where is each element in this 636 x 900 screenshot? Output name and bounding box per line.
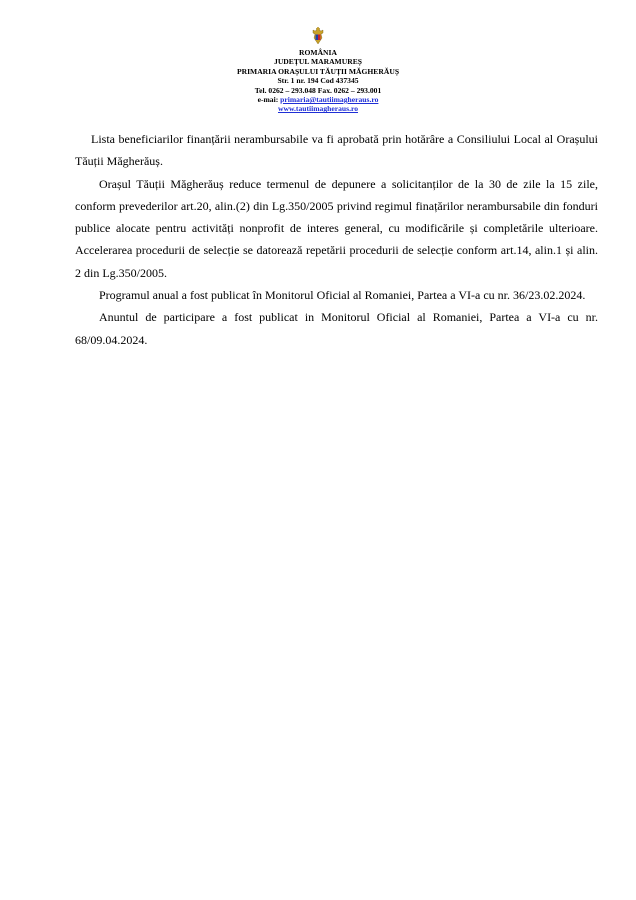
paragraph-deadline-reduction: Orașul Tăuții Măgherăuș reduce termenul de depunere a solicitanților de la 30 de zile la 15 zile, conform prevederilor art.20, alin.(2) din Lg.350/2005 privind regimul finațărilor nerambursabile din fonduri publice alocate pentru activități nonprofit de interes general, cu modificările și completările ulterioare. Accelerarea procedurii de selecție se datorează repetării procedurii de selecție conform art.14, alin.1 și alin. 2 din Lg.350/2005. (75, 176, 598, 280)
document-body (75, 128, 598, 351)
header-email-line (0, 95, 636, 104)
romania-coat-of-arms-icon (311, 26, 325, 46)
header-address: Str. 1 nr. 194 Cod 437345 (277, 76, 359, 86)
paragraph-beneficiaries: Lista beneficiarilor finanțării nerambursabile va fi aprobată prin hotărâre a Consiliului Local al Orașului Tăuții Măgherăuș. (75, 132, 598, 169)
header-phone-fax: Tel. 0262 – 293.048 Fax. 0262 – 293.001 (254, 85, 382, 95)
paragraph-participation-notice: Anuntul de participare a fost publicat in Monitorul Oficial al Romaniei, Partea a VI-a cu nr. 68/09.04.2024. (75, 310, 598, 347)
email-link[interactable]: primaria@tautiimagheraus.ro (280, 95, 379, 105)
header-website-line (0, 104, 636, 113)
paragraph-annual-program: Programul anual a fost publicat în Monitorul Oficial al Romaniei, Partea a VI-a cu nr. 36/23.02.2024. (99, 288, 586, 303)
letterhead (0, 26, 636, 114)
header-country: ROMÂNIA (299, 48, 337, 57)
header-county: JUDEȚUL MARAMUREȘ (274, 57, 362, 67)
header-institution: PRIMARIA ORAȘULUI TĂUȚII MĂGHERĂUȘ (236, 66, 400, 76)
website-link[interactable]: www.tautiimagheraus.ro (277, 104, 359, 114)
email-label: e-mai: (257, 95, 281, 105)
